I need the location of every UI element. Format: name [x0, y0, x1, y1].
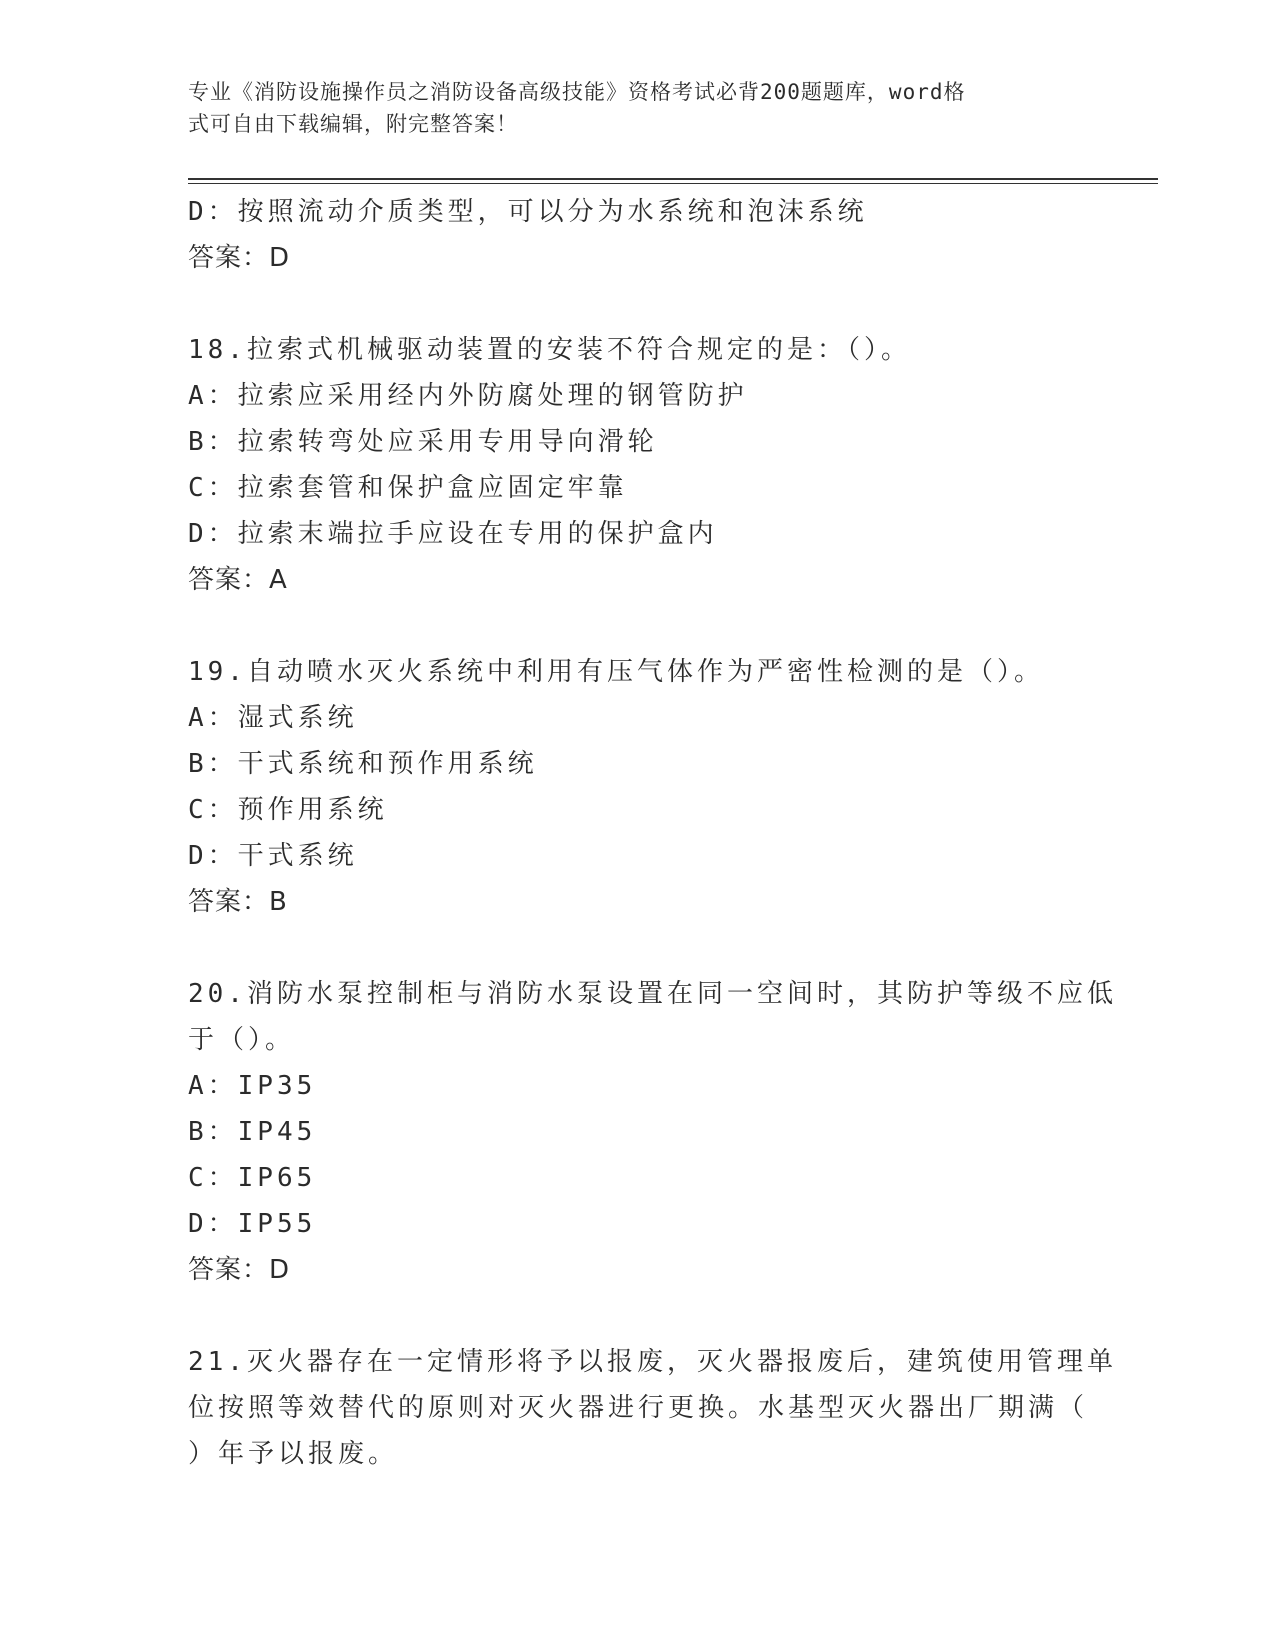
- option-d: D：拉索末端拉手应设在专用的保护盒内: [188, 519, 718, 549]
- question-18: [188, 327, 1088, 603]
- answer-line: 答案：D: [188, 1255, 291, 1285]
- spacer: [188, 1293, 1088, 1339]
- question-stem-line-1: 21.灭火器存在一定情形将予以报废，灭火器报废后，建筑使用管理单: [188, 1347, 1117, 1377]
- option-b: B：拉索转弯处应采用专用导向滑轮: [188, 427, 658, 457]
- answer-line: 答案：D: [188, 243, 291, 273]
- question-17-tail: [188, 189, 1088, 281]
- spacer: [188, 603, 1088, 649]
- option-c: C：IP65: [188, 1163, 317, 1193]
- question-stem: 18.拉索式机械驱动装置的安装不符合规定的是：（）。: [188, 335, 911, 365]
- option-d: D：IP55: [188, 1209, 317, 1239]
- header-divider-thick: [188, 178, 1158, 180]
- question-stem-line-2: 位按照等效替代的原则对灭火器进行更换。水基型灭火器出厂期满（: [188, 1393, 1089, 1423]
- question-stem-line-2: 于（）。: [188, 1025, 296, 1055]
- answer-line: 答案：A: [188, 565, 288, 595]
- question-stem: 19.自动喷水灭火系统中利用有压气体作为严密性检测的是（）。: [188, 657, 1044, 687]
- option-b: B：干式系统和预作用系统: [188, 749, 538, 779]
- option-d: D：按照流动介质类型，可以分为水系统和泡沫系统: [188, 197, 868, 227]
- option-d: D：干式系统: [188, 841, 358, 871]
- spacer: [188, 925, 1088, 971]
- question-stem-line-1: 20.消防水泵控制柜与消防水泵设置在同一空间时，其防护等级不应低: [188, 979, 1117, 1009]
- option-c: C：预作用系统: [188, 795, 388, 825]
- option-a: A：湿式系统: [188, 703, 358, 733]
- answer-line: 答案：B: [188, 887, 288, 917]
- question-20: [188, 971, 1117, 1293]
- question-list: [188, 189, 1117, 1477]
- option-a: A：IP35: [188, 1071, 317, 1101]
- question-19: [188, 649, 1088, 925]
- document-header: [188, 76, 1068, 140]
- option-b: B：IP45: [188, 1117, 317, 1147]
- option-a: A：拉索应采用经内外防腐处理的钢管防护: [188, 381, 748, 411]
- header-title-line-2: 式可自由下载编辑，附完整答案！: [188, 112, 518, 136]
- question-21: [188, 1339, 1117, 1477]
- option-c: C：拉索套管和保护盒应固定牢靠: [188, 473, 628, 503]
- header-divider-thin: [188, 183, 1158, 184]
- question-stem-line-3: ）年予以报废。: [188, 1439, 399, 1469]
- header-title-line-1: 专业《消防设施操作员之消防设备高级技能》资格考试必背200题题库，word格: [188, 80, 966, 104]
- spacer: [188, 281, 1088, 327]
